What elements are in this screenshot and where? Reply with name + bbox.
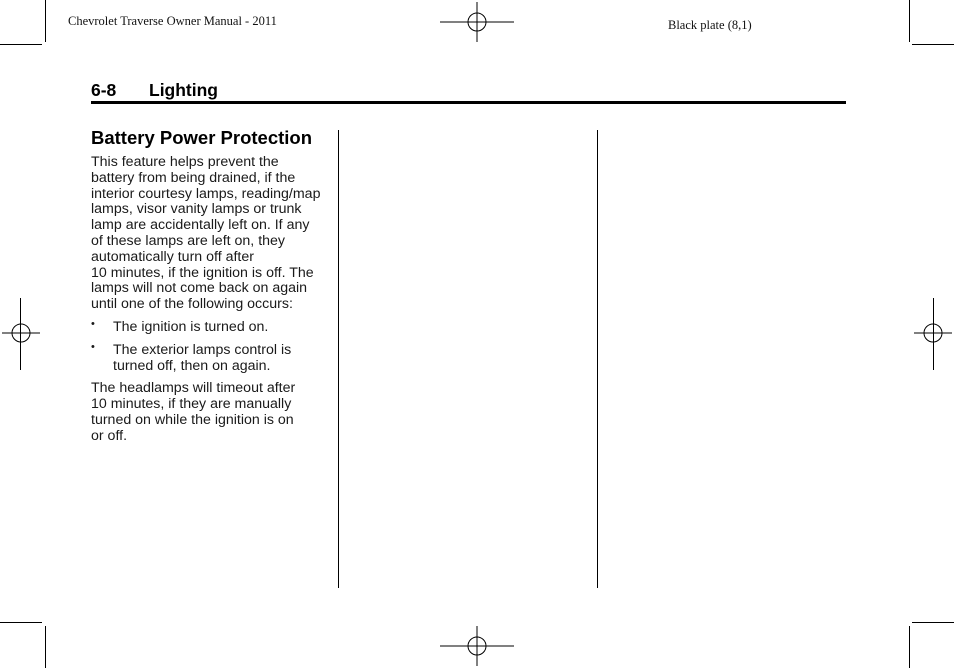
column-divider-2	[597, 130, 598, 588]
intro-paragraph: This feature helps prevent the battery from being drained, if the interior courtesy lamps, reading/map lamps, visor vanity lamps or trunk lamp are accidentally left on. If any of these lamps are left on, they automatically turn off after 10 minutes, if the ignition is off. The lamps will not come back on again until one of the following occurs:	[91, 154, 321, 313]
condition-list	[91, 317, 331, 374]
bullet-icon: •	[91, 340, 95, 353]
list-item: • The ignition is turned on.	[91, 317, 269, 335]
manual-title: Chevrolet Traverse Owner Manual - 2011	[68, 14, 277, 28]
section-name: Lighting	[149, 80, 219, 100]
registration-target-left	[2, 314, 40, 352]
article-column	[91, 127, 331, 445]
column-divider-1	[338, 130, 339, 588]
bullet-icon: •	[91, 317, 95, 330]
registration-target-right	[914, 314, 952, 352]
list-item: • The exterior lamps control is turned off, then on again.	[91, 340, 292, 374]
registration-target-top	[440, 2, 514, 42]
plate-label: Black plate (8,1)	[668, 18, 752, 32]
section-number: 6-8	[91, 80, 117, 100]
section-rule	[91, 101, 846, 104]
article-title: Battery Power Protection	[91, 127, 313, 148]
closing-paragraph: The headlamps will timeout after 10 minutes, if they are manually turned on while the ignition is on or off.	[91, 380, 296, 444]
registration-target-bottom	[440, 626, 514, 666]
